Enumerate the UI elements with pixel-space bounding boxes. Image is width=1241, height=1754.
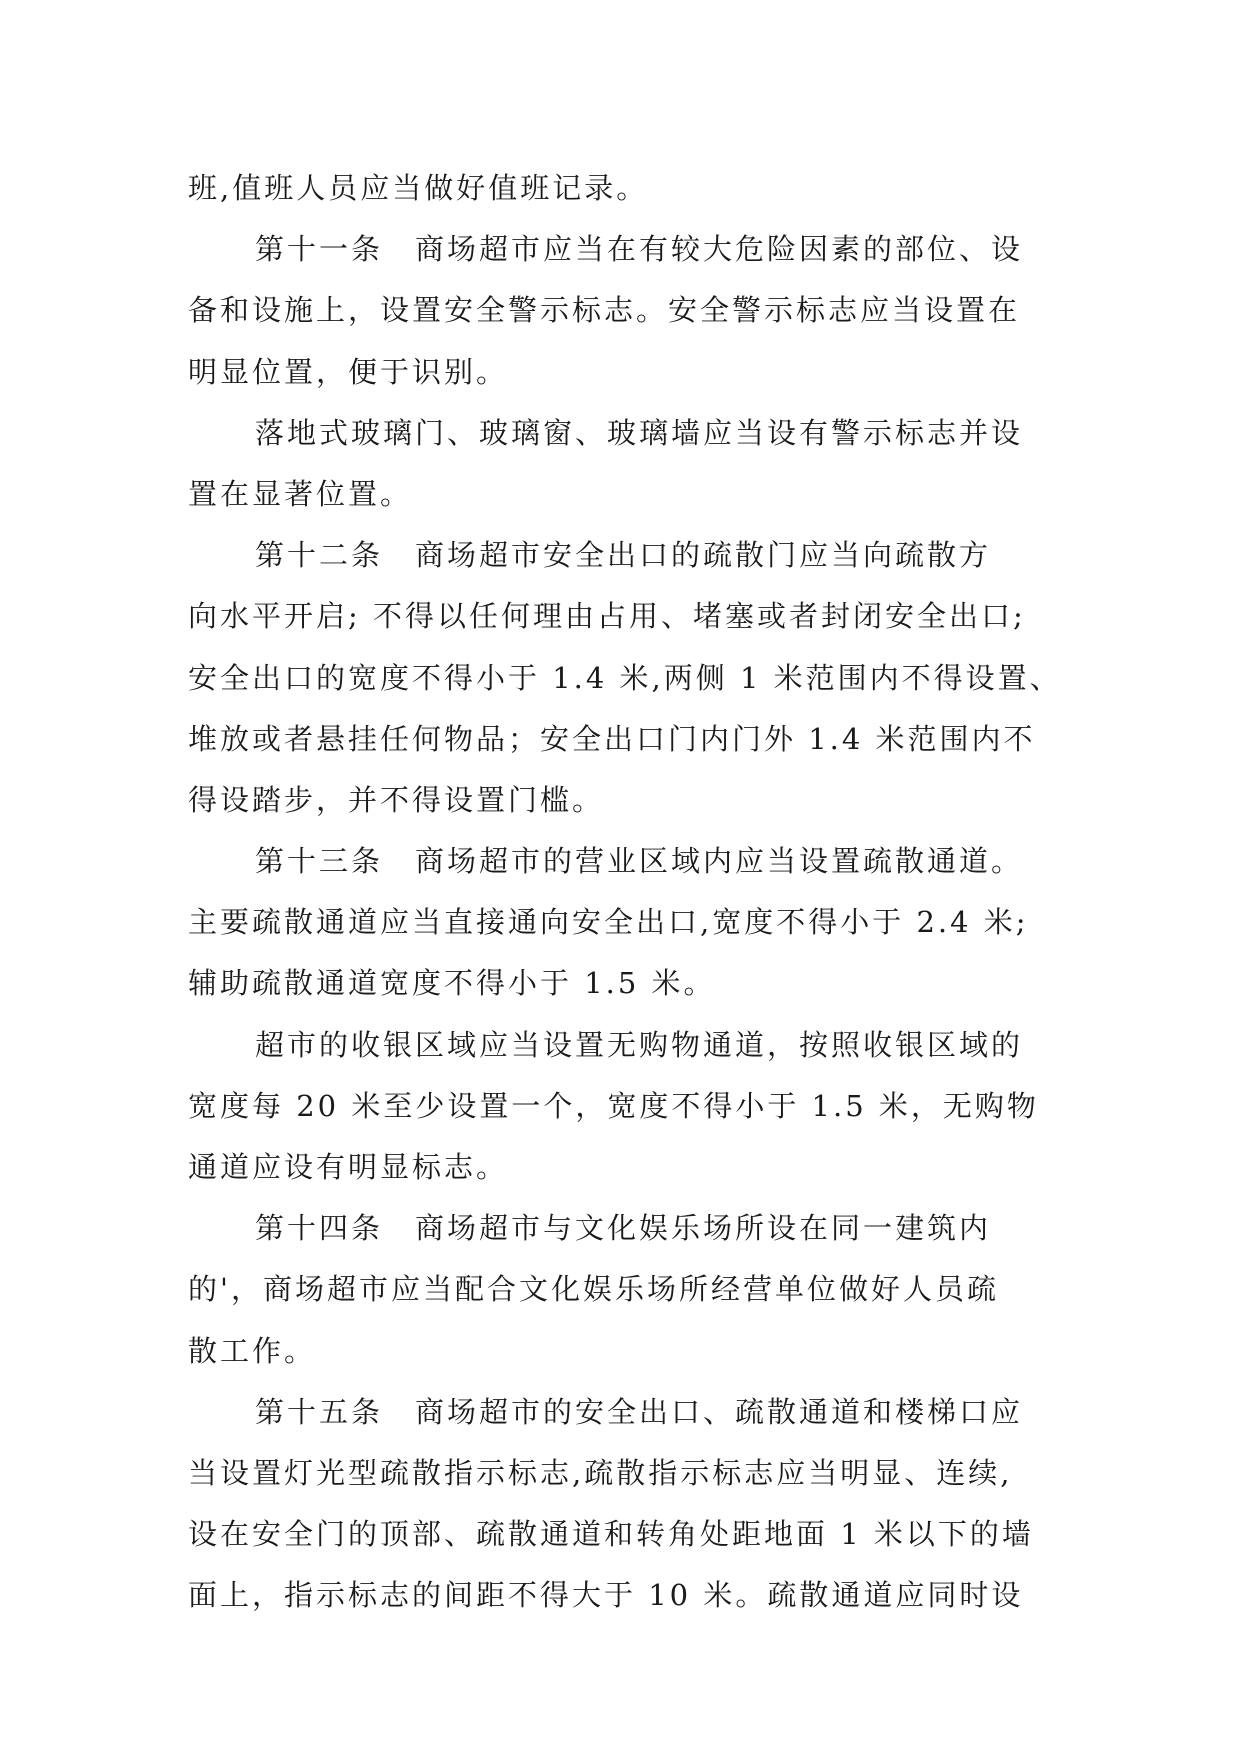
- text-line: 宽度每 20 米至少设置一个，宽度不得小于 1.5 米，无购物: [188, 1088, 1039, 1123]
- text-line: 辅助疏散通道宽度不得小于 1.5 米。: [188, 966, 716, 1001]
- article-12-heading-line: 第十二条 商场超市安全出口的疏散门应当向疏散方: [255, 538, 992, 573]
- article-11-heading-line: 第十一条 商场超市应当在有较大危险因素的部位、设: [255, 232, 1024, 267]
- text-line: 主要疏散通道应当直接通向安全出口,宽度不得小于 2.4 米;: [188, 905, 1029, 940]
- article-14-heading-line: 第十四条 商场超市与文化娱乐场所设在同一建筑内: [255, 1211, 992, 1246]
- text-line: 设在安全门的顶部、疏散通道和转角处距地面 1 米以下的墙: [188, 1517, 1034, 1552]
- article-15-heading-line: 第十五条 商场超市的安全出口、疏散通道和楼梯口应: [255, 1394, 1024, 1429]
- text-line: 堆放或者悬挂任何物品；安全出口门内门外 1.4 米范围内不: [188, 721, 1036, 756]
- text-line: 面上，指示标志的间距不得大于 10 米。疏散通道应同时设: [188, 1578, 1024, 1613]
- text-line: 向水平开启; 不得以任何理由占用、堵塞或者封闭安全出口;: [188, 599, 1026, 634]
- article-13-heading-line: 第十三条 商场超市的营业区域内应当设置疏散通道。: [255, 844, 1024, 879]
- text-line: 安全出口的宽度不得小于 1.4 米,两侧 1 米范围内不得设置、: [188, 660, 1062, 695]
- text-line: 通道应设有明显标志。: [188, 1150, 509, 1184]
- text-line: 班,值班人员应当做好值班记录。: [188, 171, 649, 205]
- text-line: 得设踏步，并不得设置门槛。: [188, 782, 605, 817]
- text-line: 散工作。: [188, 1333, 317, 1368]
- text-line: 明显位置，便于识别。: [188, 354, 509, 389]
- text-line: 备和设施上，设置安全警示标志。安全警示标志应当设置在: [188, 293, 1021, 328]
- paragraph-start-line: 落地式玻璃门、玻璃窗、玻璃墙应当设有警示标志并设: [255, 415, 1024, 450]
- document-page: [188, 158, 1068, 1627]
- text-line: 置在显著位置。: [188, 476, 413, 511]
- text-line: 的'，商场超市应当配合文化娱乐场所经营单位做好人员疏: [188, 1272, 999, 1307]
- paragraph-start-line: 超市的收银区域应当设置无购物通道，按照收银区域的: [255, 1027, 1024, 1062]
- text-line: 当设置灯光型疏散指示标志,疏散指示标志应当明显、连续,: [188, 1455, 1013, 1490]
